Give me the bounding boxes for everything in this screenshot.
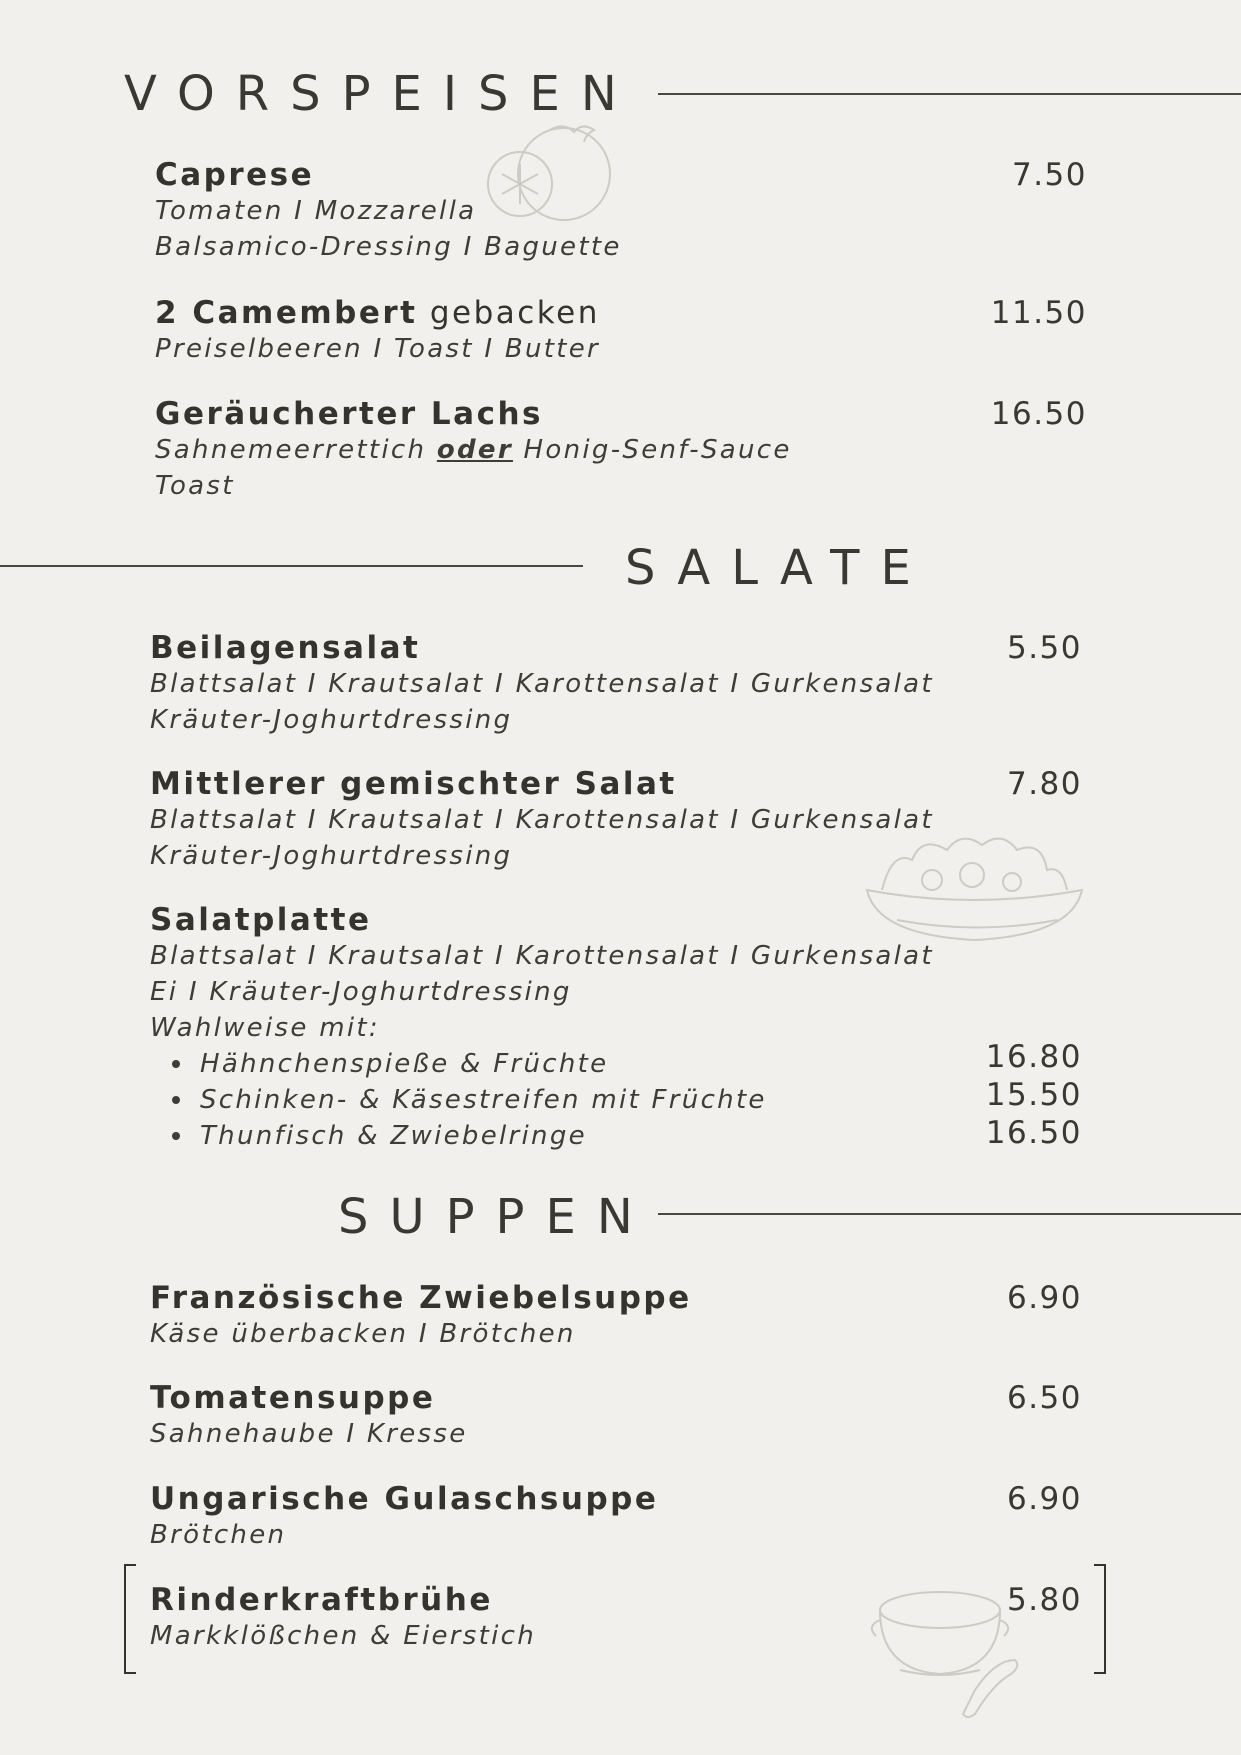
item-name	[155, 295, 600, 331]
item-name: Caprese	[155, 157, 315, 193]
item-description: Preiselbeeren I Toast I Butter	[155, 334, 601, 364]
item-name-main: 2 Camembert	[155, 295, 418, 331]
item-description: Balsamico-Dressing I Baguette	[155, 232, 622, 262]
bracket-left	[124, 1564, 136, 1674]
option-item: Hähnchenspieße & Früchte	[200, 1046, 934, 1082]
item-name: Mittlerer gemischter Salat	[150, 766, 677, 802]
desc-part: Honig-Senf-Sauce	[512, 435, 792, 465]
section-divider-suppen	[658, 1213, 1241, 1215]
menu-item-rinderkraftbruehe	[150, 1582, 536, 1654]
item-price: 7.50	[1011, 157, 1087, 193]
item-price: 6.50	[1006, 1380, 1082, 1416]
desc-part: Sahnemeerrettich	[155, 435, 437, 465]
item-description: Tomaten I Mozzarella	[155, 196, 477, 226]
item-price: 6.90	[1006, 1280, 1082, 1316]
option-price: 16.80	[985, 1039, 1082, 1075]
menu-item-tomatensuppe	[150, 1380, 468, 1452]
option-price: 16.50	[985, 1115, 1082, 1151]
menu-item-camembert	[155, 295, 600, 367]
item-description: Kräuter-Joghurtdressing	[150, 705, 513, 735]
item-price: 6.90	[1006, 1481, 1082, 1517]
menu-item-gemischter-salat	[150, 766, 934, 874]
item-name: Geräucherter Lachs	[155, 396, 543, 432]
section-divider-vorspeisen	[658, 93, 1241, 95]
desc-emphasis: oder	[436, 435, 513, 465]
item-description: Blattsalat I Krautsalat I Karottensalat I Gurkensalat	[150, 669, 934, 699]
item-description: Toast	[155, 471, 235, 501]
item-price: 7.80	[1006, 766, 1082, 802]
item-description: Blattsalat I Krautsalat I Karottensalat I Gurkensalat	[150, 805, 934, 835]
item-description: Kräuter-Joghurtdressing	[150, 841, 513, 871]
item-price: 11.50	[990, 295, 1087, 331]
menu-item-salatplatte	[150, 902, 934, 1154]
item-name: Ungarische Gulaschsuppe	[150, 1481, 659, 1517]
item-description: Wahlweise mit:	[150, 1013, 380, 1043]
item-description	[155, 432, 792, 468]
item-price: 5.50	[1006, 630, 1082, 666]
option-item: Schinken- & Käsestreifen mit Früchte	[200, 1082, 934, 1118]
section-title-vorspeisen: VORSPEISEN	[124, 66, 638, 122]
menu-item-caprese	[155, 157, 622, 265]
item-description: Blattsalat I Krautsalat I Karottensalat I Gurkensalat	[150, 941, 934, 971]
section-divider-salate	[0, 565, 583, 567]
menu-item-lachs	[155, 396, 792, 504]
item-name: Beilagensalat	[150, 630, 421, 666]
option-list	[150, 1046, 934, 1154]
option-price: 15.50	[985, 1077, 1082, 1113]
item-price: 5.80	[1006, 1582, 1082, 1618]
menu-item-beilagensalat	[150, 630, 934, 738]
item-description: Markklößchen & Eierstich	[150, 1621, 537, 1651]
item-name: Französische Zwiebelsuppe	[150, 1280, 692, 1316]
section-title-salate: SALATE	[625, 540, 932, 596]
item-description: Käse überbacken I Brötchen	[150, 1319, 576, 1349]
soup-bowl-icon	[865, 1580, 1025, 1720]
item-name: Tomatensuppe	[150, 1380, 436, 1416]
menu-item-gulaschsuppe	[150, 1481, 658, 1553]
option-item: Thunfisch & Zwiebelringe	[200, 1118, 934, 1154]
item-name-suffix: gebacken	[417, 295, 600, 331]
item-price: 16.50	[990, 396, 1087, 432]
item-description: Brötchen	[150, 1520, 287, 1550]
bracket-right	[1094, 1564, 1106, 1674]
item-description: Sahnehaube I Kresse	[150, 1419, 468, 1449]
menu-item-zwiebelsuppe	[150, 1280, 692, 1352]
item-description: Ei I Kräuter-Joghurtdressing	[150, 977, 572, 1007]
section-title-suppen: SUPPEN	[338, 1189, 654, 1245]
item-name: Rinderkraftbrühe	[150, 1582, 493, 1618]
item-name: Salatplatte	[150, 902, 372, 938]
